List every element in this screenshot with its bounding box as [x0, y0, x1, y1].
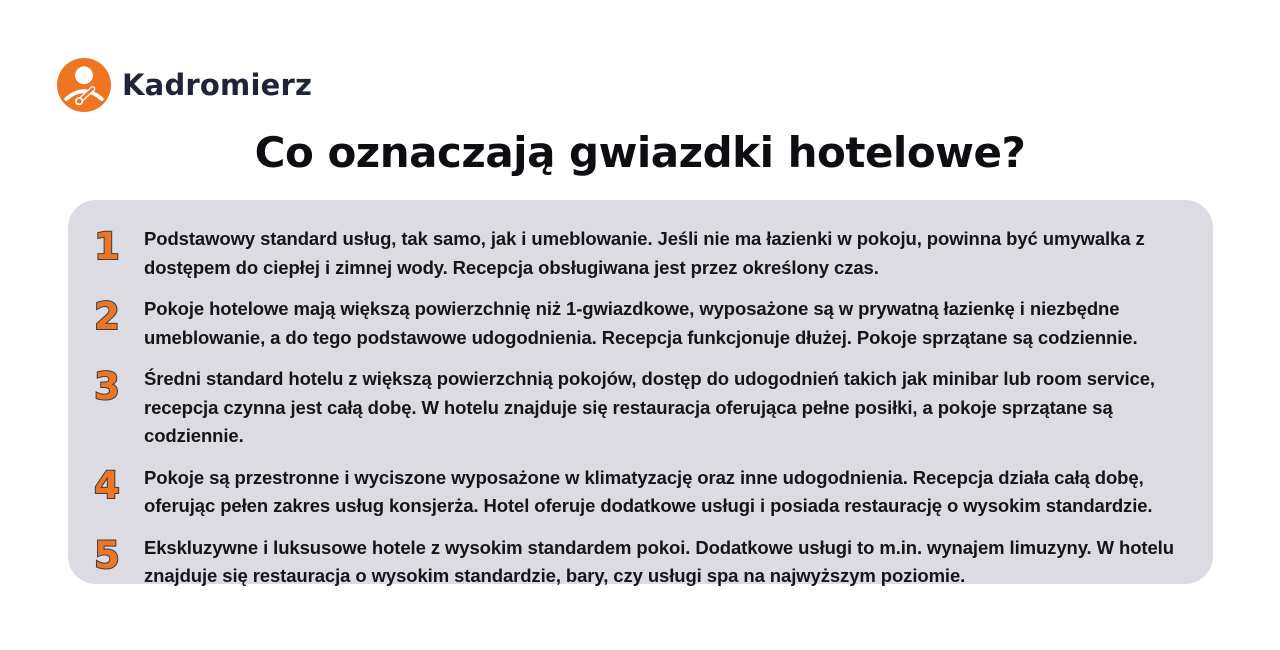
star-level-item-1 [86, 225, 1195, 282]
star-level-item-2 [86, 295, 1195, 352]
star-level-number: 3 [94, 365, 120, 408]
star-level-item-4 [86, 464, 1195, 521]
star-level-description: Średni standard hotelu z większą powierzchnią pokojów, dostęp do udogodnień takich jak minibar lub room service, recepcja czynna jest całą dobę. W hotelu znajduje się restauracja oferująca pełne posiłki, a pokoje sprzątane są codziennie. [144, 368, 1155, 446]
star-level-description: Pokoje są przestronne i wyciszone wyposażone w klimatyzację oraz inne udogodnienia. Recepcja działa całą dobę, oferując pełen zakres usług konsjerża. Hotel oferuje dodatkowe usługi i posiada restaurację o wysokim standardzie. [144, 466, 1153, 516]
star-level-number: 1 [94, 225, 120, 268]
star-level-number: 4 [94, 463, 120, 507]
star-level-description: Ekskluzywne i luksusowe hotele z wysokim standardem pokoi. Dodatkowe usługi to m.in. wynajem limuzyny. W hotelu znajduje się restauracja o wysokim standardzie, bary, czy usługi spa na najwyższym poziomie. [144, 536, 1174, 586]
star-level-number: 2 [94, 295, 120, 338]
star-level-item-3 [86, 365, 1195, 451]
brand-name: Kadromierz [122, 68, 313, 102]
kadromierz-gauge-person-icon [57, 58, 111, 112]
brand-logo [57, 58, 312, 112]
star-level-description: Podstawowy standard usług, tak samo, jak i umeblowanie. Jeśli nie ma łazienki w pokoju, powinna być umywalka z dostępem do ciepłej i zimnej wody. Recepcja obsługiwana jest przez określony czas. [144, 228, 1145, 278]
star-levels-card [68, 200, 1213, 584]
star-level-description: Pokoje hotelowe mają większą powierzchnię niż 1-gwiazdkowe, wyposażone są w prywatną łazienkę i niezbędne umeblowanie, a do tego podstawowe udogodnienia. Recepcja funkcjonuje dłużej. Pokoje sprzątane są codziennie. [144, 298, 1138, 348]
star-level-number: 5 [94, 533, 120, 577]
page-title: Co oznaczają gwiazdki hotelowe? [254, 128, 1026, 177]
star-level-item-5 [86, 534, 1195, 591]
